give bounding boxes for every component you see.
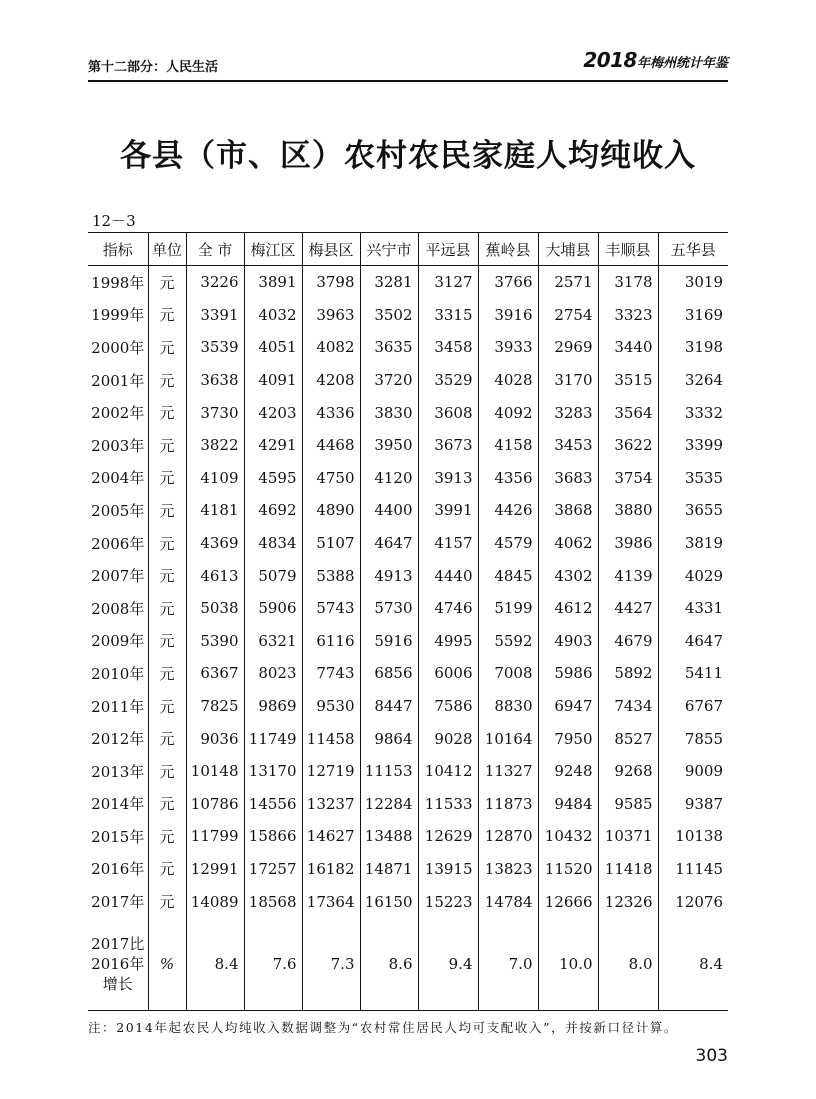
table-row [88, 690, 728, 723]
row-label: 2000年 [91, 338, 145, 357]
value-cell: 3323 [598, 299, 658, 332]
value-cell: 3529 [418, 364, 478, 397]
value-cell: 3720 [360, 364, 418, 397]
page-title: 各县（市、区）农村农民家庭人均纯收入 [120, 138, 696, 174]
value-cell: 4029 [658, 559, 728, 592]
value-cell: 3950 [360, 429, 418, 462]
value-cell: 4208 [302, 364, 360, 397]
value-cell: 4157 [418, 527, 478, 560]
value-cell: 14871 [360, 853, 418, 886]
value-cell: 7008 [478, 657, 538, 690]
column-header: 蕉岭县 [478, 233, 538, 266]
row-label: 1999年 [91, 306, 145, 325]
value-cell: 4647 [658, 625, 728, 658]
column-header: 梅县区 [302, 233, 360, 266]
yearbook-name [583, 48, 728, 72]
value-cell: 7.6 [244, 918, 302, 1011]
value-cell: 3458 [418, 331, 478, 364]
value-cell: 12991 [186, 853, 244, 886]
value-cell: 4845 [478, 559, 538, 592]
table-row [88, 657, 728, 690]
value-cell: 3178 [598, 266, 658, 299]
row-label: 2006年 [91, 534, 145, 553]
value-cell: 5411 [658, 657, 728, 690]
value-cell: 7743 [302, 657, 360, 690]
value-cell: 4082 [302, 331, 360, 364]
table-row [88, 788, 728, 821]
value-cell: 10.0 [538, 918, 598, 1011]
row-label-line: 增长 [102, 974, 133, 993]
value-cell: 5390 [186, 625, 244, 658]
value-cell: 4834 [244, 527, 302, 560]
unit-cell: 元 [148, 788, 186, 821]
value-cell: 2754 [538, 299, 598, 332]
table-row [88, 364, 728, 397]
income-table [88, 232, 728, 1011]
table-row [88, 527, 728, 560]
column-header: 梅江区 [244, 233, 302, 266]
value-cell: 3638 [186, 364, 244, 397]
value-cell: 8023 [244, 657, 302, 690]
value-cell: 4579 [478, 527, 538, 560]
table-row [88, 331, 728, 364]
unit-cell: 元 [148, 299, 186, 332]
value-cell: 3283 [538, 396, 598, 429]
value-cell: 5107 [302, 527, 360, 560]
unit-cell: 元 [148, 820, 186, 853]
value-cell: 3798 [302, 266, 360, 299]
value-cell: 8830 [478, 690, 538, 723]
value-cell: 3730 [186, 396, 244, 429]
value-cell: 3127 [418, 266, 478, 299]
value-cell: 3281 [360, 266, 418, 299]
value-cell: 3683 [538, 462, 598, 495]
value-cell: 4051 [244, 331, 302, 364]
unit-cell: 元 [148, 625, 186, 658]
value-cell: 3608 [418, 396, 478, 429]
value-cell: 3315 [418, 299, 478, 332]
value-cell: 4995 [418, 625, 478, 658]
value-cell: 10164 [478, 722, 538, 755]
value-cell: 5906 [244, 592, 302, 625]
value-cell: 8.4 [186, 918, 244, 1011]
value-cell: 3819 [658, 527, 728, 560]
value-cell: 3453 [538, 429, 598, 462]
value-cell: 3535 [658, 462, 728, 495]
value-cell: 4440 [418, 559, 478, 592]
value-cell: 14089 [186, 885, 244, 918]
value-cell: 3986 [598, 527, 658, 560]
table-row [88, 299, 728, 332]
value-cell: 12666 [538, 885, 598, 918]
table-row [88, 592, 728, 625]
value-cell: 5592 [478, 625, 538, 658]
value-cell: 18568 [244, 885, 302, 918]
row-label: 2012年 [91, 730, 145, 749]
value-cell: 3991 [418, 494, 478, 527]
value-cell: 3635 [360, 331, 418, 364]
value-cell: 9484 [538, 788, 598, 821]
value-cell: 10432 [538, 820, 598, 853]
value-cell: 14556 [244, 788, 302, 821]
value-cell: 4750 [302, 462, 360, 495]
value-cell: 7.0 [478, 918, 538, 1011]
value-cell: 16182 [302, 853, 360, 886]
value-cell: 9036 [186, 722, 244, 755]
value-cell: 3622 [598, 429, 658, 462]
row-label: 2016年 [91, 860, 145, 879]
table-header-row [88, 233, 728, 266]
value-cell: 12326 [598, 885, 658, 918]
table-row [88, 266, 728, 299]
value-cell: 10412 [418, 755, 478, 788]
value-cell: 6321 [244, 625, 302, 658]
value-cell: 4091 [244, 364, 302, 397]
value-cell: 7855 [658, 722, 728, 755]
row-label: 2015年 [91, 827, 145, 846]
value-cell: 3399 [658, 429, 728, 462]
table-row [88, 462, 728, 495]
value-cell: 9585 [598, 788, 658, 821]
value-cell: 9.4 [418, 918, 478, 1011]
value-cell: 12629 [418, 820, 478, 853]
value-cell: 9268 [598, 755, 658, 788]
value-cell: 9248 [538, 755, 598, 788]
value-cell: 4331 [658, 592, 728, 625]
value-cell: 4427 [598, 592, 658, 625]
column-header: 丰顺县 [598, 233, 658, 266]
row-label: 2003年 [91, 436, 145, 455]
row-label-line: 2016年 [91, 954, 145, 973]
unit-cell: 元 [148, 494, 186, 527]
value-cell: 3963 [302, 299, 360, 332]
value-cell: 2571 [538, 266, 598, 299]
value-cell: 3391 [186, 299, 244, 332]
table-row [88, 722, 728, 755]
value-cell: 3673 [418, 429, 478, 462]
value-cell: 13237 [302, 788, 360, 821]
value-cell: 15223 [418, 885, 478, 918]
value-cell: 11145 [658, 853, 728, 886]
value-cell: 15866 [244, 820, 302, 853]
value-cell: 10371 [598, 820, 658, 853]
value-cell: 11799 [186, 820, 244, 853]
value-cell: 4120 [360, 462, 418, 495]
table-row [88, 429, 728, 462]
column-header: 兴宁市 [360, 233, 418, 266]
row-label: 2005年 [91, 501, 145, 520]
yearbook-year: 2018 [583, 48, 637, 72]
value-cell: 4613 [186, 559, 244, 592]
value-cell: 11533 [418, 788, 478, 821]
column-header: 平远县 [418, 233, 478, 266]
value-cell: 6006 [418, 657, 478, 690]
value-cell: 4302 [538, 559, 598, 592]
value-cell: 11418 [598, 853, 658, 886]
column-header: 单位 [148, 233, 186, 266]
value-cell: 4032 [244, 299, 302, 332]
value-cell: 10138 [658, 820, 728, 853]
growth-row [88, 918, 728, 1011]
value-cell: 4028 [478, 364, 538, 397]
value-cell: 4679 [598, 625, 658, 658]
value-cell: 7434 [598, 690, 658, 723]
value-cell: 3754 [598, 462, 658, 495]
value-cell: 6367 [186, 657, 244, 690]
value-cell: 4426 [478, 494, 538, 527]
value-cell: 3564 [598, 396, 658, 429]
value-cell: 3880 [598, 494, 658, 527]
value-cell: 5743 [302, 592, 360, 625]
value-cell: 5388 [302, 559, 360, 592]
row-label: 2001年 [91, 371, 145, 390]
row-label: 2011年 [91, 697, 145, 716]
value-cell: 10148 [186, 755, 244, 788]
value-cell: 3019 [658, 266, 728, 299]
table-row [88, 625, 728, 658]
table-row [88, 885, 728, 918]
unit-cell: 元 [148, 755, 186, 788]
running-header [88, 40, 728, 82]
column-header: 五华县 [658, 233, 728, 266]
value-cell: 3916 [478, 299, 538, 332]
value-cell: 4612 [538, 592, 598, 625]
value-cell: 10786 [186, 788, 244, 821]
unit-cell: 元 [148, 462, 186, 495]
section-name: 第十二部分：人民生活 [88, 60, 219, 75]
value-cell: 4692 [244, 494, 302, 527]
table-code: 12－3 [92, 212, 136, 230]
table-footnote: 注：2014年起农民人均纯收入数据调整为“农村常住居民人均可支配收入”，并按新口径计算。 [88, 1020, 678, 1035]
value-cell: 9009 [658, 755, 728, 788]
value-cell: 4109 [186, 462, 244, 495]
value-cell: 7.3 [302, 918, 360, 1011]
value-cell: 14784 [478, 885, 538, 918]
value-cell: 4369 [186, 527, 244, 560]
value-cell: 7950 [538, 722, 598, 755]
unit-cell: 元 [148, 364, 186, 397]
value-cell: 16150 [360, 885, 418, 918]
value-cell: 4291 [244, 429, 302, 462]
value-cell: 3891 [244, 266, 302, 299]
row-label: 2017年 [91, 893, 145, 912]
value-cell: 5892 [598, 657, 658, 690]
value-cell: 6947 [538, 690, 598, 723]
table-row [88, 853, 728, 886]
table-row [88, 494, 728, 527]
row-label: 2014年 [91, 795, 145, 814]
row-label: 2009年 [91, 632, 145, 651]
column-header: 全 市 [186, 233, 244, 266]
value-cell: 11873 [478, 788, 538, 821]
value-cell: 3766 [478, 266, 538, 299]
value-cell: 5986 [538, 657, 598, 690]
column-header: 指标 [88, 233, 148, 266]
value-cell: 4468 [302, 429, 360, 462]
row-label: 2010年 [91, 664, 145, 683]
unit-cell: 元 [148, 527, 186, 560]
value-cell: 4203 [244, 396, 302, 429]
unit-cell: 元 [148, 559, 186, 592]
value-cell: 13823 [478, 853, 538, 886]
value-cell: 4062 [538, 527, 598, 560]
unit-cell: 元 [148, 429, 186, 462]
value-cell: 9028 [418, 722, 478, 755]
value-cell: 4336 [302, 396, 360, 429]
column-header: 大埔县 [538, 233, 598, 266]
value-cell: 4903 [538, 625, 598, 658]
value-cell: 4400 [360, 494, 418, 527]
value-cell: 4595 [244, 462, 302, 495]
value-cell: 11153 [360, 755, 418, 788]
value-cell: 3913 [418, 462, 478, 495]
unit-cell: 元 [148, 396, 186, 429]
value-cell: 9864 [360, 722, 418, 755]
value-cell: 13915 [418, 853, 478, 886]
value-cell: 4139 [598, 559, 658, 592]
value-cell: 8447 [360, 690, 418, 723]
unit-cell: 元 [148, 690, 186, 723]
value-cell: 17257 [244, 853, 302, 886]
row-label [88, 918, 148, 1011]
value-cell: 3822 [186, 429, 244, 462]
value-cell: 8.6 [360, 918, 418, 1011]
value-cell: 4890 [302, 494, 360, 527]
value-cell: 4181 [186, 494, 244, 527]
value-cell: 4647 [360, 527, 418, 560]
row-label: 2002年 [91, 404, 145, 423]
row-label: 1998年 [91, 273, 145, 292]
value-cell: 5916 [360, 625, 418, 658]
table-row [88, 559, 728, 592]
value-cell: 17364 [302, 885, 360, 918]
row-label: 2007年 [91, 567, 145, 586]
value-cell: 3198 [658, 331, 728, 364]
page-number: 303 [695, 1046, 728, 1066]
value-cell: 4913 [360, 559, 418, 592]
value-cell: 3226 [186, 266, 244, 299]
value-cell: 11458 [302, 722, 360, 755]
value-cell: 3502 [360, 299, 418, 332]
value-cell: 6116 [302, 625, 360, 658]
table-row [88, 396, 728, 429]
value-cell: 2969 [538, 331, 598, 364]
value-cell: 3169 [658, 299, 728, 332]
row-label-line: 2017比 [91, 934, 145, 953]
value-cell: 12719 [302, 755, 360, 788]
row-label: 2013年 [91, 762, 145, 781]
value-cell: 11520 [538, 853, 598, 886]
unit-cell: 元 [148, 266, 186, 299]
unit-cell: 元 [148, 853, 186, 886]
value-cell: 5079 [244, 559, 302, 592]
yearbook-title: 年梅州统计年鉴 [636, 56, 728, 71]
value-cell: 5199 [478, 592, 538, 625]
value-cell: 11749 [244, 722, 302, 755]
value-cell: 3933 [478, 331, 538, 364]
value-cell: 3539 [186, 331, 244, 364]
row-label: 2008年 [91, 599, 145, 618]
value-cell: 3830 [360, 396, 418, 429]
table-row [88, 755, 728, 788]
value-cell: 3515 [598, 364, 658, 397]
value-cell: 8.4 [658, 918, 728, 1011]
value-cell: 13488 [360, 820, 418, 853]
value-cell: 3170 [538, 364, 598, 397]
value-cell: 3868 [538, 494, 598, 527]
value-cell: 6767 [658, 690, 728, 723]
table-row [88, 820, 728, 853]
value-cell: 5038 [186, 592, 244, 625]
row-label: 2004年 [91, 469, 145, 488]
value-cell: 4356 [478, 462, 538, 495]
value-cell: 3655 [658, 494, 728, 527]
value-cell: 14627 [302, 820, 360, 853]
unit-cell: 元 [148, 657, 186, 690]
unit-cell: 元 [148, 885, 186, 918]
value-cell: 3264 [658, 364, 728, 397]
unit-cell: % [148, 918, 186, 1011]
value-cell: 8.0 [598, 918, 658, 1011]
unit-cell: 元 [148, 722, 186, 755]
value-cell: 7586 [418, 690, 478, 723]
value-cell: 6856 [360, 657, 418, 690]
value-cell: 9387 [658, 788, 728, 821]
value-cell: 3332 [658, 396, 728, 429]
value-cell: 12284 [360, 788, 418, 821]
value-cell: 4158 [478, 429, 538, 462]
value-cell: 4746 [418, 592, 478, 625]
value-cell: 11327 [478, 755, 538, 788]
value-cell: 4092 [478, 396, 538, 429]
unit-cell: 元 [148, 592, 186, 625]
value-cell: 9869 [244, 690, 302, 723]
unit-cell: 元 [148, 331, 186, 364]
value-cell: 7825 [186, 690, 244, 723]
value-cell: 8527 [598, 722, 658, 755]
value-cell: 12870 [478, 820, 538, 853]
value-cell: 13170 [244, 755, 302, 788]
value-cell: 5730 [360, 592, 418, 625]
value-cell: 3440 [598, 331, 658, 364]
value-cell: 9530 [302, 690, 360, 723]
value-cell: 12076 [658, 885, 728, 918]
